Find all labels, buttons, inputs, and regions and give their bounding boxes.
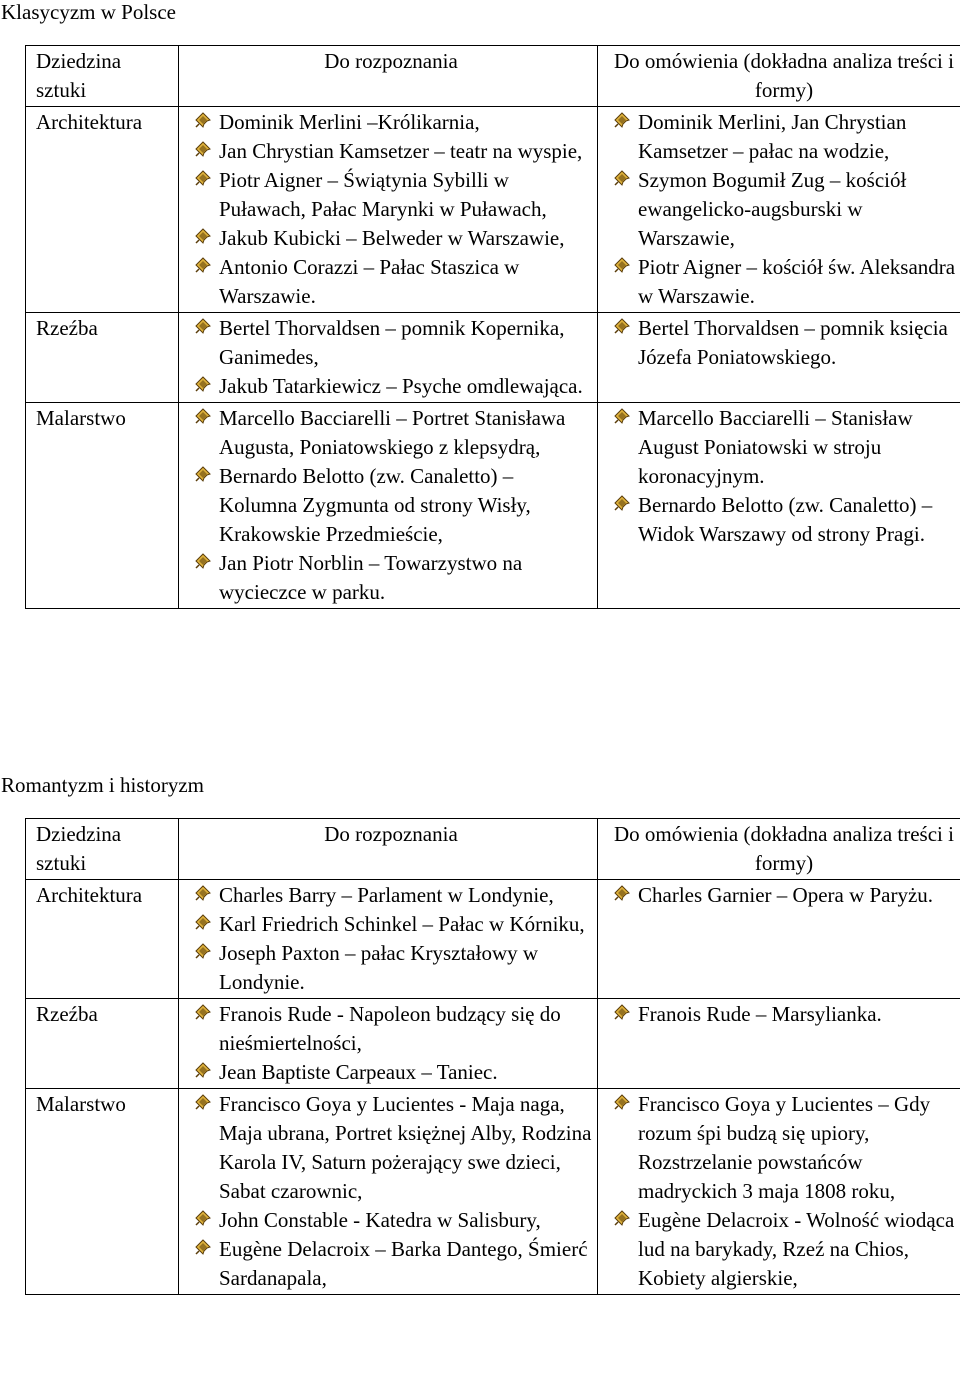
- list-item: [189, 166, 593, 224]
- table-row: [26, 880, 960, 999]
- gold-pushpin-bullet-icon: [195, 1094, 211, 1110]
- list-item-text: Jan Piotr Norblin – Towarzystwo na wycieczce w parku.: [219, 551, 523, 604]
- list-item: [189, 314, 593, 372]
- bullet-list: [189, 108, 593, 311]
- list-item-text: Dominik Merlini, Jan Chrystian Kamsetzer – pałac na wodzie,: [638, 110, 907, 163]
- discuss-cell: [598, 1089, 960, 1295]
- list-item: [189, 1090, 593, 1206]
- gold-pushpin-bullet-icon: [614, 318, 630, 334]
- list-item: [189, 108, 593, 137]
- gold-pushpin-bullet-icon: [195, 170, 211, 186]
- section-title: Romantyzm i historyzm: [1, 773, 204, 797]
- recognize-cell: [179, 880, 598, 999]
- discuss-cell: [598, 403, 960, 609]
- list-item: [189, 1000, 593, 1058]
- gold-pushpin-bullet-icon: [195, 914, 211, 930]
- domain-cell: Architektura: [26, 880, 179, 999]
- list-item: [189, 462, 593, 549]
- gold-pushpin-bullet-icon: [195, 1239, 211, 1255]
- domain-cell: Malarstwo: [26, 1089, 179, 1295]
- recognize-cell: [179, 999, 598, 1089]
- list-item: [189, 1058, 593, 1087]
- discuss-cell: [598, 999, 960, 1089]
- list-item: [608, 314, 960, 372]
- header-discuss: Do omówienia (dokładna analiza treści i formy): [598, 46, 960, 107]
- gold-pushpin-bullet-icon: [614, 1004, 630, 1020]
- list-item: [189, 1206, 593, 1235]
- recognize-cell: [179, 403, 598, 609]
- list-item-text: Jakub Tatarkiewicz – Psyche omdlewająca.: [219, 374, 583, 398]
- header-domain: Dziedzina sztuki: [26, 46, 179, 107]
- list-item-text: Bertel Thorvaldsen – pomnik Kopernika, Ganimedes,: [219, 316, 565, 369]
- list-item-text: Jan Chrystian Kamsetzer – teatr na wyspie,: [219, 139, 583, 163]
- table-row: [26, 313, 960, 403]
- list-item-text: Dominik Merlini –Królikarnia,: [219, 110, 480, 134]
- gold-pushpin-bullet-icon: [195, 228, 211, 244]
- domain-cell: Malarstwo: [26, 403, 179, 609]
- list-item-text: Eugène Delacroix - Wolność wiodąca lud na barykady, Rzeź na Chios, Kobiety algierskie,: [638, 1208, 955, 1290]
- gold-pushpin-bullet-icon: [195, 943, 211, 959]
- gold-pushpin-bullet-icon: [195, 112, 211, 128]
- list-item-text: Karl Friedrich Schinkel – Pałac w Kórniku,: [219, 912, 585, 936]
- bullet-list: [189, 404, 593, 607]
- gold-pushpin-bullet-icon: [614, 495, 630, 511]
- list-item-text: John Constable - Katedra w Salisbury,: [219, 1208, 541, 1232]
- list-item: [608, 1206, 960, 1293]
- list-item: [189, 404, 593, 462]
- discuss-cell: [598, 107, 960, 313]
- list-item: [189, 224, 593, 253]
- header-recognize: Do rozpoznania: [179, 46, 598, 107]
- bullet-list: [608, 1090, 960, 1293]
- list-item: [189, 253, 593, 311]
- gold-pushpin-bullet-icon: [195, 1062, 211, 1078]
- list-item: [608, 108, 960, 166]
- list-item: [189, 939, 593, 997]
- list-item-text: Szymon Bogumił Zug – kościół ewangelicko-augsburski w Warszawie,: [638, 168, 907, 250]
- list-item-text: Charles Garnier – Opera w Paryżu.: [638, 883, 934, 907]
- header-recognize: Do rozpoznania: [179, 819, 598, 880]
- list-item-text: Jakub Kubicki – Belweder w Warszawie,: [219, 226, 565, 250]
- gold-pushpin-bullet-icon: [195, 318, 211, 334]
- bullet-list: [608, 108, 960, 311]
- list-item: [608, 166, 960, 253]
- gold-pushpin-bullet-icon: [195, 885, 211, 901]
- list-item-text: Marcello Bacciarelli – Stanisław August Poniatowski w stroju koronacyjnym.: [638, 406, 913, 488]
- recognize-cell: [179, 313, 598, 403]
- table-row: [26, 107, 960, 313]
- gold-pushpin-bullet-icon: [614, 408, 630, 424]
- list-item-text: Piotr Aigner – Świątynia Sybilli w Puławach, Pałac Marynki w Puławach,: [219, 168, 547, 221]
- bullet-list: [608, 881, 960, 910]
- gold-pushpin-bullet-icon: [195, 257, 211, 273]
- bullet-list: [608, 404, 960, 549]
- domain-cell: Rzeźba: [26, 313, 179, 403]
- domain-cell: Architektura: [26, 107, 179, 313]
- bullet-list: [189, 314, 593, 401]
- list-item-text: Piotr Aigner – kościół św. Aleksandra w Warszawie.: [638, 255, 956, 308]
- recognize-cell: [179, 1089, 598, 1295]
- gold-pushpin-bullet-icon: [614, 1094, 630, 1110]
- gold-pushpin-bullet-icon: [614, 170, 630, 186]
- recognize-cell: [179, 107, 598, 313]
- bullet-list: [189, 1000, 593, 1087]
- gold-pushpin-bullet-icon: [195, 408, 211, 424]
- gold-pushpin-bullet-icon: [614, 885, 630, 901]
- gold-pushpin-bullet-icon: [614, 1210, 630, 1226]
- header-discuss: Do omówienia (dokładna analiza treści i formy): [598, 819, 960, 880]
- list-item-text: Francisco Goya y Lucientes – Gdy rozum śpi budzą się upiory, Rozstrzelanie powstańców madryckich 3 maja 1808 roku,: [638, 1092, 931, 1203]
- gold-pushpin-bullet-icon: [195, 553, 211, 569]
- gold-pushpin-bullet-icon: [195, 376, 211, 392]
- bullet-list: [608, 314, 960, 372]
- gold-pushpin-bullet-icon: [195, 1004, 211, 1020]
- romanticism-table: [25, 818, 960, 1295]
- discuss-cell: [598, 880, 960, 999]
- list-item-text: Charles Barry – Parlament w Londynie,: [219, 883, 554, 907]
- section-title: Klasycyzm w Polsce: [1, 0, 176, 24]
- domain-cell: Rzeźba: [26, 999, 179, 1089]
- list-item: [189, 549, 593, 607]
- table-row: [26, 403, 960, 609]
- bullet-list: [189, 881, 593, 997]
- list-item: [608, 1000, 960, 1029]
- gold-pushpin-bullet-icon: [195, 1210, 211, 1226]
- list-item: [608, 253, 960, 311]
- list-item-text: Jean Baptiste Carpeaux – Taniec.: [219, 1060, 498, 1084]
- header-domain: Dziedzina sztuki: [26, 819, 179, 880]
- list-item: [189, 137, 593, 166]
- list-item-text: Eugène Delacroix – Barka Dantego, Śmierć Sardanapala,: [219, 1237, 588, 1290]
- list-item-text: Bernardo Belotto (zw. Canaletto) – Kolumna Zygmunta od strony Wisły, Krakowskie Przedmieście,: [219, 464, 531, 546]
- list-item: [608, 1090, 960, 1206]
- list-item-text: Marcello Bacciarelli – Portret Stanisława Augusta, Poniatowskiego z klepsydrą,: [219, 406, 566, 459]
- list-item-text: Franois Rude - Napoleon budzący się do nieśmiertelności,: [219, 1002, 561, 1055]
- table-row: [26, 1089, 960, 1295]
- list-item: [608, 404, 960, 491]
- bullet-list: [608, 1000, 960, 1029]
- list-item: [189, 372, 593, 401]
- list-item-text: Bernardo Belotto (zw. Canaletto) – Widok Warszawy od strony Pragi.: [638, 493, 933, 546]
- list-item: [608, 881, 960, 910]
- classicism-table: [25, 45, 960, 609]
- list-item-text: Bertel Thorvaldsen – pomnik księcia Józefa Poniatowskiego.: [638, 316, 948, 369]
- list-item: [608, 491, 960, 549]
- list-item-text: Antonio Corazzi – Pałac Staszica w Warszawie.: [219, 255, 520, 308]
- list-item-text: Joseph Paxton – pałac Kryształowy w Londynie.: [219, 941, 539, 994]
- list-item-text: Francisco Goya y Lucientes - Maja naga, Maja ubrana, Portret księżnej Alby, Rodzina Karola IV, Saturn pożerający swe dzieci, Sabat czarownic,: [219, 1092, 592, 1203]
- list-item: [189, 910, 593, 939]
- table-row: [26, 999, 960, 1089]
- list-item: [189, 881, 593, 910]
- discuss-cell: [598, 313, 960, 403]
- bullet-list: [189, 1090, 593, 1293]
- table-header-row: [26, 46, 960, 107]
- gold-pushpin-bullet-icon: [195, 141, 211, 157]
- gold-pushpin-bullet-icon: [614, 257, 630, 273]
- list-item-text: Franois Rude – Marsylianka.: [638, 1002, 882, 1026]
- table-header-row: [26, 819, 960, 880]
- list-item: [189, 1235, 593, 1293]
- gold-pushpin-bullet-icon: [195, 466, 211, 482]
- gold-pushpin-bullet-icon: [614, 112, 630, 128]
